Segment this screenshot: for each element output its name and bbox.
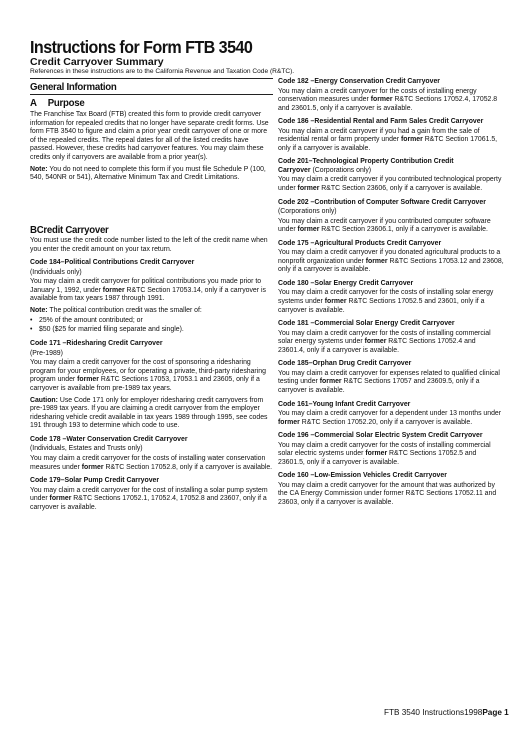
section-divider [30,94,273,95]
code-180-text: You may claim a credit carryover for the costs of installing solar energy systems under former R&TC Sections 17052.5 and 23601, only if a carryover is available. [278,289,494,314]
code-178-text: You may claim a credit carryover for the costs of installing water conservation measures under former R&TC Section 17052.8, only if a carryover is available. [30,455,273,471]
code-184-bullet-1: • 25% of the amount contributed; or [30,317,274,326]
code-186-text: You may claim a credit carryover if you had a gain from the sale of residential rental or farm property under former R&TC Section 17061.5, only if a carryover is available. [278,127,498,152]
footer-text: FTB 3540 Instructions1998 [384,708,483,717]
code-171-caution: Caution: Use Code 171 only for employer ridesharing credit carryovers from pre-1989 tax years. If you are claiming a credit carryover from the employer ridesharing vehicle credit available in tax years 1989 through 1995, see codes 191 through 193 to determine which code to use. [30,396,268,430]
code-201-text: You may claim a credit carryover if you contributed technological property under former R&TC Section 23606, only if a carryover is available. [278,176,502,193]
credit-carryover-heading: BCredit Carryover [30,224,109,236]
page-number: Page 1 [482,708,509,717]
code-184-heading: Code 184–Political Contributions Credit Carryover [30,259,195,267]
purpose-heading [30,97,84,109]
document-title: Instructions for Form FTB 3540 [30,37,253,57]
code-180-heading: Code 180 –Solar Energy Credit Carryover [278,279,414,287]
code-178-sub: (Individuals, Estates and Trusts only) [30,445,143,453]
code-179-text: You may claim a credit carryover for the cost of installing a solar pump system under former R&TC Sections 17052.1, 17052.4, 17052.8 and 23607, only if a carryover is available. [30,486,268,511]
code-181-heading: Code 181 –Commercial Solar Energy Credit Carryover [278,320,455,328]
code-160-text: You may claim a credit carryover for the amount that was authorized by the CA Energy Commission under former R&TC Sections 17052.11 and 23603, only if a carryover is available. [278,481,497,506]
code-175-heading: Code 175 –Agricultural Products Credit Carryover [278,239,442,247]
code-196-heading: Code 196 –Commercial Solar Electric System Credit Carryover [278,432,483,440]
code-202-sub: (Corporations only) [278,208,337,216]
code-185-heading: Code 185–Orphan Drug Credit Carryover [278,360,412,368]
credit-carryover-intro: You must use the credit code number listed to the left of the credit name when you enter the credit amount on your tax return. [30,237,268,253]
code-179-heading: Code 179–Solar Pump Credit Carryover [30,477,160,485]
code-184-text: You may claim a credit carryover for political contributions you made prior to January 1, 1992, under former R&TC Section 17053.14, only if a carryover is available from tax years 1987 through 1991. [30,278,266,303]
code-175-text: You may claim a credit carryover if you donated agricultural products to a nonprofit organization under former R&TC Sections 17053.12 and 23608, only if a carryover is available. [278,249,504,274]
code-171-text: You may claim a credit carryover for the cost of sponsoring a ridesharing program for your employees, or for operating a private, third-party ridesharing program under former R&TC Sections 17053, 17053.1 and 23605, only if a carryover is available from pre-1989 tax years. [30,359,266,392]
left-column-upper [30,111,274,186]
purpose-title: Purpose [47,97,85,109]
code-186-heading: Code 186 –Residential Rental and Farm Sales Credit Carryover [278,118,484,126]
code-196-text: You may claim a credit carryover for the costs of installing commercial solar electric systems under former R&TC Sections 17052.5 and 23601.5, only if a carryover is available. [278,441,491,466]
general-information-heading: General Information [30,81,117,93]
code-160-heading: Code 160 –Low-Emission Vehicles Credit Carryover [278,472,447,480]
code-202-heading: Code 202 –Contribution of Computer Software Credit Carryover [278,198,486,206]
references-note: References in these instructions are to the California Revenue and Taxation Code (R&TC). [30,68,295,75]
header-divider [30,78,273,79]
code-171-sub: (Pre-1989) [30,349,63,357]
code-201-heading: Code 201–Technological Property Contribution Credit [278,158,454,166]
code-185-text: You may claim a credit carryover for expenses related to qualified clinical testing under former R&TC Sections 17057 and 23609.5, only if a carryover is available. [278,369,500,394]
code-181-text: You may claim a credit carryover for the costs of installing commercial solar energy systems under former R&TC Sections 17052.4 and 23601.4, only if a carryover is available. [278,329,491,354]
document-subtitle: Credit Carryover Summary [30,56,164,68]
code-201-heading-cont: Carryover (Corporations only) [278,166,372,174]
right-column [278,78,504,511]
purpose-text: The Franchise Tax Board (FTB) created this form to provide credit carryover information for repealed credits that no longer have separate credit forms. Use form FTB 3540 to figure and claim a prior year credit carryover of one or more of the repealed credits. The repeal dates for all of the listed credits have passed. However, these credits had carryover features. You may claim these credits only if carryovers are available from a prior year(s). [30,111,269,161]
code-182-text: You may claim a credit carryover for the costs of installing energy conservation measures under former R&TC Sections 17052.4, 17052.8 and 23601.5, only if a carryover is available. [278,87,498,112]
code-161-heading: Code 161–Young Infant Credit Carryover [278,400,411,408]
purpose-note: Note: You do not need to complete this form if you must file Schedule P (100, 540, 540NR or 541), Alternative Minimum Tax and Credit Limitations. [30,165,266,182]
code-184-sub: (Individuals only) [30,268,82,276]
code-184-bullet-2: • $50 ($25 for married filing separate and single). [30,326,274,335]
code-161-text: You may claim a credit carryover for a dependent under 13 months under former R&TC Section 17052.20, only if a carryover is available. [278,410,502,426]
code-202-text: You may claim a credit carryover if you contributed computer software under former R&TC Section 23606.1, only if a carryover is available. [278,217,491,234]
section-letter-a: A [30,97,37,109]
left-column-lower [30,237,274,516]
code-184-note: Note: The political contribution credit was the smaller of: [30,307,202,315]
code-178-heading: Code 178 –Water Conservation Credit Carryover [30,435,188,443]
page-footer [384,708,509,717]
code-182-heading: Code 182 –Energy Conservation Credit Carryover [278,78,440,85]
code-171-heading: Code 171 –Ridesharing Credit Carryover [30,339,163,347]
